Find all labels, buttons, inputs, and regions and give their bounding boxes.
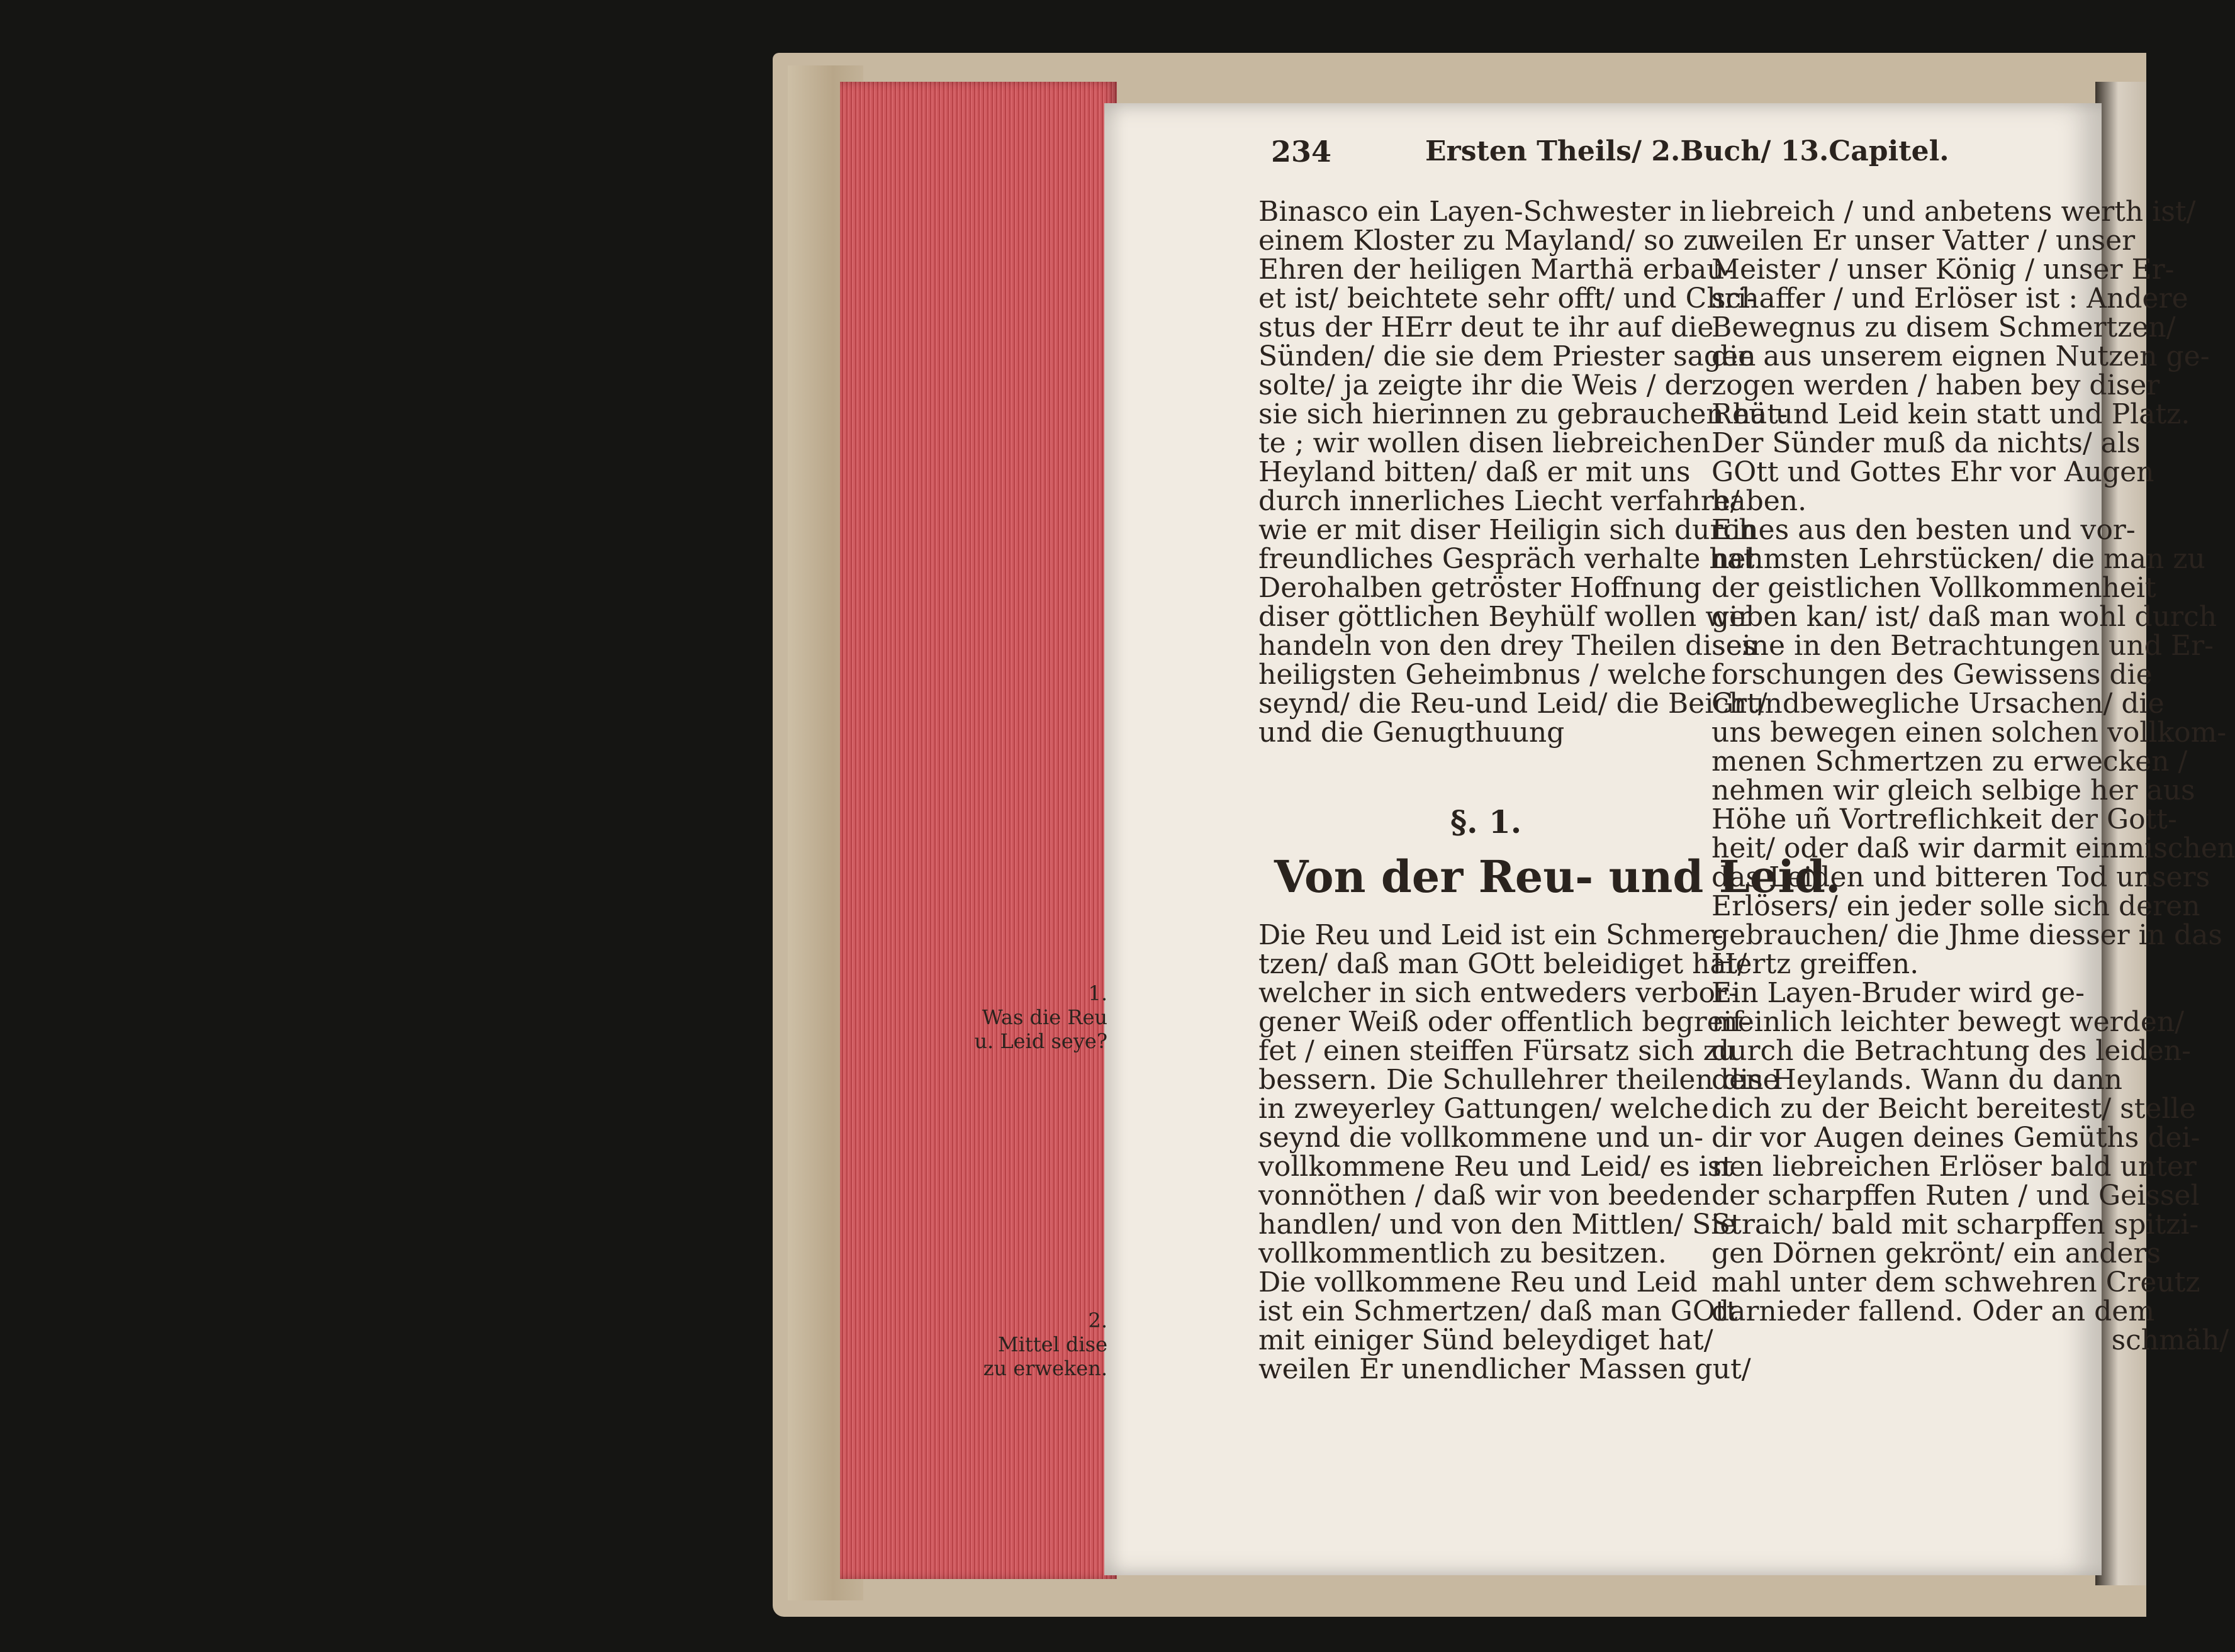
text-line: Binasco ein Layen-Schwester in: [1258, 196, 1706, 228]
text-line: et ist/ beichtete sehr offt/ und Chri-: [1258, 282, 1756, 315]
text-line: vollkommene Reu und Leid/ es ist: [1258, 1151, 1734, 1183]
text-line: der scharpffen Ruten / und Geissel: [1711, 1180, 2200, 1212]
text-line: der geistlichen Vollkommenheit: [1711, 572, 2156, 604]
text-line: seine in den Betrachtungen und Er-: [1711, 630, 2214, 662]
text-line: Der Sünder muß da nichts/ als: [1711, 427, 2141, 459]
text-line: seynd die vollkommene und un-: [1258, 1122, 1704, 1154]
left-column-top: [1258, 198, 1788, 747]
text-line: gebrauchen/ die Jhme diesser in das: [1711, 919, 2223, 951]
text-line: Derohalben getröster Hoffnung: [1258, 572, 1702, 604]
text-line: Eines aus den besten und vor-: [1711, 514, 2136, 546]
section-heading: Von der Reu- und Leid.: [1274, 851, 1841, 903]
text-line: menen Schmertzen zu erwecken /: [1711, 745, 2188, 778]
text-line: solte/ ja zeigte ihr die Weis / der: [1258, 369, 1712, 401]
text-line: ist ein Schmertzen/ daß man GOtt: [1258, 1295, 1738, 1327]
text-line: durch innerliches Liecht verfahre/: [1258, 485, 1740, 517]
margin-note-text: Mittel dise zu erweken.: [983, 1332, 1107, 1380]
text-line: handlen/ und von den Mittlen/ Sie: [1258, 1208, 1737, 1241]
text-line: forschungen des Gewissens die: [1711, 659, 2153, 691]
text-line: GOtt und Gottes Ehr vor Augen: [1711, 456, 2154, 488]
text-line: durch die Betrachtung des leiden-: [1711, 1035, 2191, 1067]
margin-note-number: 2.: [1088, 1309, 1107, 1332]
text-line: mit einiger Sünd beleydiget hat/: [1258, 1324, 1713, 1356]
text-line: mahl unter dem schwehren Creutz: [1711, 1266, 2200, 1298]
text-line: handeln von den drey Theilen dises: [1258, 630, 1757, 662]
text-line: vollkommentlich zu besitzen.: [1258, 1237, 1667, 1270]
text-line: stus der HErr deut te ihr auf die: [1258, 311, 1714, 343]
text-line: Heyland bitten/ daß er mit uns: [1258, 456, 1691, 488]
text-line: weilen Er unendlicher Massen gut/: [1258, 1353, 1751, 1385]
text-line: geben kan/ ist/ daß man wohl durch: [1711, 601, 2217, 633]
text-line: Höhe uñ Vortreflichkeit der Gott-: [1711, 803, 2177, 835]
book-page: [1104, 103, 2235, 1575]
text-line: in zweyerley Gattungen/ welche: [1258, 1093, 1709, 1125]
text-line: Ein Layen-Bruder wird ge-: [1711, 977, 2085, 1009]
right-column: [1711, 198, 2235, 1355]
text-line: wie er mit diser Heiligin sich durch: [1258, 514, 1757, 546]
margin-note-text: Was die Reu u. Leid seye?: [974, 1005, 1107, 1053]
text-line: nen liebreichen Erlöser bald unter: [1711, 1151, 2197, 1183]
text-line: Die vollkommene Reu und Leid: [1258, 1266, 1698, 1298]
text-line: fet / einen steiffen Fürsatz sich zu: [1258, 1035, 1736, 1067]
text-line: tzen/ daß man GOtt beleidiget hat/: [1258, 948, 1747, 980]
text-line: dich zu der Beicht bereitest/ stelle: [1711, 1093, 2196, 1125]
text-line: Meister / unser König / unser Er-: [1711, 254, 2175, 286]
text-line: Reu und Leid kein statt und Platz.: [1711, 398, 2190, 430]
text-line: das Leiden und bitteren Tod unsers: [1711, 861, 2210, 893]
text-line: nehmen wir gleich selbige her aus: [1711, 774, 2195, 806]
text-line: Bewegnus zu disem Schmertzen/: [1711, 311, 2176, 343]
text-line: haben.: [1711, 485, 1807, 517]
text-line: Sünden/ die sie dem Priester sagen: [1258, 340, 1756, 372]
text-line: bessern. Die Schullehrer theilen dise: [1258, 1064, 1779, 1096]
left-column-bottom: [1258, 921, 1779, 1384]
text-line: Die Reu und Leid ist ein Schmer-: [1258, 919, 1723, 951]
text-line: dir vor Augen deines Gemüths dei-: [1711, 1122, 2200, 1154]
text-line: diser göttlichen Beyhülf wollen wir: [1258, 601, 1752, 633]
text-line: seynd/ die Reu-und Leid/ die Beicht/: [1258, 688, 1767, 720]
text-line: einem Kloster zu Mayland/ so zu: [1258, 225, 1716, 257]
text-line: zogen werden / haben bey diser: [1711, 369, 2160, 401]
text-line: gen Dörnen gekrönt/ ein anders: [1711, 1237, 2161, 1270]
text-line: freundliches Gespräch verhalte hat.: [1258, 543, 1764, 575]
text-line: die aus unserem eignen Nutzen ge-: [1711, 340, 2210, 372]
text-line: nehmsten Lehrstücken/ die man zu: [1711, 543, 2205, 575]
text-line: weilen Er unser Vatter / unser: [1711, 225, 2136, 257]
text-line: schaffer / und Erlöser ist : Andere: [1711, 282, 2188, 315]
text-line: Grundbewegliche Ursachen/ die: [1711, 688, 2165, 720]
text-line: Hertz greiffen.: [1711, 948, 1919, 980]
text-line: und die Genugthuung: [1258, 717, 1565, 749]
text-line: liebreich / und anbetens werth ist/: [1711, 196, 2196, 228]
text-line: Straich/ bald mit scharpffen spitzi-: [1711, 1208, 2199, 1241]
catchword: schmäh/: [2111, 1324, 2229, 1356]
text-line: heit/ oder daß wir darmit einmischen: [1711, 832, 2235, 864]
text-line: sie sich hierinnen zu gebrauchen hät-: [1258, 398, 1788, 430]
text-line: uns bewegen einen solchen vollkom-: [1711, 717, 2227, 749]
margin-note-1: [969, 981, 1107, 1053]
text-line: darnieder fallend. Oder an dem: [1711, 1295, 2155, 1327]
text-line: gener Weiß oder offentlich begreif-: [1258, 1006, 1751, 1038]
page-number: 234: [1271, 135, 1332, 169]
text-line: te ; wir wollen disen liebreichen: [1258, 427, 1710, 459]
text-line: den Heylands. Wann du dann: [1711, 1064, 2123, 1096]
margin-note-number: 1.: [1088, 981, 1107, 1005]
text-line: vonnöthen / daß wir von beeden: [1258, 1180, 1711, 1212]
margin-note-2: [969, 1309, 1107, 1380]
text-line: meinlich leichter bewegt werden/: [1711, 1006, 2185, 1038]
section-mark: §. 1.: [1450, 803, 1522, 840]
text-line: Ehren der heiligen Marthä erbau-: [1258, 254, 1734, 286]
text-line: welcher in sich entweders verbor-: [1258, 977, 1738, 1009]
running-head: Ersten Theils/ 2.Buch/ 13.Capitel.: [1425, 135, 1949, 167]
text-line: Erlösers/ ein jeder solle sich deren: [1711, 890, 2200, 922]
text-line: heiligsten Geheimbnus / welche: [1258, 659, 1706, 691]
